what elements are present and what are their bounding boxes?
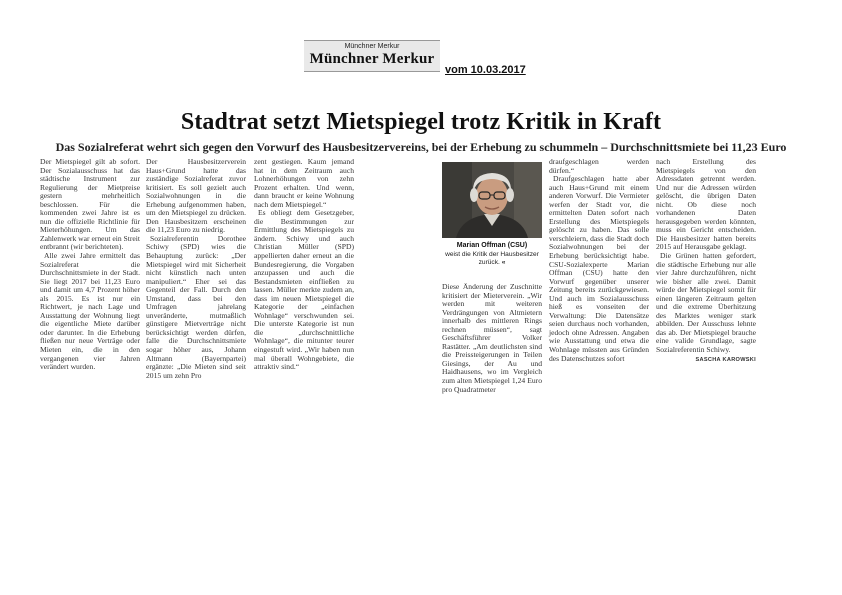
column-paragraph: zent gestiegen. Kaum jemand hat in dem Zeitraum auch Lohnerhöhungen von zehn Prozent erhalten. Und wenn, dann braucht er keine Wohnung nach dem Mietspiegel.“ bbox=[254, 157, 354, 209]
article-headline: Stadtrat setzt Mietspiegel trotz Kritik in Kraft bbox=[180, 109, 662, 135]
portrait-illustration bbox=[442, 162, 542, 238]
article-column-3 bbox=[254, 158, 354, 372]
portrait-photo bbox=[442, 162, 542, 238]
article-column-6 bbox=[656, 158, 756, 364]
column-paragraph: Sozialreferentin Dorothee Schiwy (SPD) wies die Behauptung zurück: „Der Mietspiegel wird mit Sicherheit nicht künstlich nach unten manipuliert.“ Eher sei das Gegenteil der Fall. Durch den Umstand, dass bei den Umfragen jahrelang unveränderte, mutmaßlich günstigere Mietverträge nicht berücksichtigt werden dürfen, falle die Durchschnittsmiete sogar höher aus, Johann Altmann (Bayernpartei) ergänzte: „Die Mieten sind seit 2015 um zehn Pro bbox=[146, 233, 246, 380]
column-paragraph: Der Hausbesitzerverein Haus+Grund hatte das zuständige Sozialreferat zuvor kritisiert. Es soll gezielt auch Sozialwohnungen in die Erhebung aufgenommen haben, um den Mietspiegel zu drücken. Den Hausbesitzern erscheinen die 11,23 Euro zu niedrig. bbox=[146, 157, 246, 235]
column-paragraph: Draufgeschlagen hatte aber auch Haus+Grund mit einem anderen Vorwurf. Die Vermieter werfen der Stadt vor, die ermittelten Daten sofort nach Erstellung des Mietspiegels gelöscht zu haben. Das solle verschleiern, dass die Stadt doch Sozialwohnungen bei der Erhebung berücksichtigt habe. CSU-Sozialexperte Marian Offman (CSU) hatte den Vorwurf gegenüber unserer Zeitung bereits zurückgewiesen. Und auch im Sozialausschuss hieß es vonseiten der Verwaltung: Die Datensätze seien durchaus noch vorhanden, jedoch ohne Adressen. Angaben wie Ausstattung und etwa die Wohnlage müssten aus Gründen des Datenschutzes sofort bbox=[549, 174, 649, 363]
publication-date: vom 10.03.2017 bbox=[445, 64, 526, 76]
article-column-5 bbox=[549, 158, 649, 363]
logo-main-text: Münchner Merkur bbox=[309, 51, 435, 67]
column-paragraph: Alle zwei Jahre ermittelt das Sozialreferat die Durchschnittsmiete in der Stadt. Sie liegt 2017 bei 11,23 Euro und damit um 4,7 Prozent höher als 2015. Es ist nur ein Richtwert, je nach Lage und Ausstattung der Wohnung liegt die eigentliche Miete darüber oder darunter. In die Erhebung fließen nur neue Verträge oder Mieten ein, die in den vergangenen vier Jahren verändert wurden. bbox=[40, 251, 140, 372]
article-column-4 bbox=[442, 283, 542, 394]
column-paragraph: draufgeschlagen werden dürfen.“ bbox=[549, 157, 649, 175]
column-paragraph: Diese Änderung der Zuschnitte kritisiert der Mieterverein. „Wir werden mit weiteren Verdrängungen von Altmietern innerhalb des mittleren Rings rechnen müssen“, sagt Geschäftsführer Volker Rastätter. „Am deutlichsten sind die Preissteigerungen in Teilen Giesings, der Au und Haidhausens, wo im Vergleich zum alten Mietspiegel 1,24 Euro pro Quadratmeter bbox=[442, 282, 542, 394]
newspaper-logo bbox=[304, 40, 440, 72]
article-column-1 bbox=[40, 158, 140, 372]
logo-small-text: Münchner Merkur bbox=[344, 43, 400, 50]
caption-end-mark: « bbox=[501, 259, 506, 266]
article-column-2 bbox=[146, 158, 246, 380]
column-paragraph: Es obliegt dem Gesetzgeber, die Bestimmungen zur Ermittlung des Mietspiegels zu ändern. Schiwy und auch Christian Müller (SPD) appellierten daher erneut an die Bundesregierung, die Vorgaben anzupassen und auch die Bestandsmieten einfließen zu lassen. Müller merkte zudem an, dass im neuen Mietspiegel die Kategorie der „einfachen Wohnlage“ verschwunden sei. Die unterste Kategorie ist nun die „durchschnittliche Wohnlage“, die mitunter teurer eingestuft wird. „Wir haben nun mal überall Wohngebiete, die attraktiv sind.“ bbox=[254, 208, 354, 372]
article-subheadline: Das Sozialreferat wehrt sich gegen den Vorwurf des Hausbesitzervereins, bei der Erhebung zu schummeln – Durchschnittsmiete bei 11,23 Euro bbox=[55, 140, 787, 154]
author-signature: SASCHA KAROWSKI bbox=[695, 356, 756, 363]
column-paragraph: Der Mietspiegel gilt ab sofort. Der Sozialausschuss hat das städtische Instrument zur Regulierung der Mietpreise gestern mehrheitlich beschlossen. Für die kommenden zwei Jahre ist es nun die offizielle Richtlinie für Mieterhöhungen. Um das Zahlenwerk war erneut ein Streit entbrannt (wir berichteten). bbox=[40, 157, 140, 252]
photo-caption-text: weist die Kritik der Hausbesitzer zurück. bbox=[445, 251, 539, 266]
column-paragraph: Die Grünen hatten gefordert, die städtische Erhebung nur alle vier Jahre durchzuführen, nicht wie bisher alle zwei. Damit würde der Mietspiegel somit für einen längeren Zeitraum gelten und die extreme Überhitzung des Marktes weniger stark abbilden. Der Ausschuss lehnte das ab. Der Mietspiegel brauche eine valide Grundlage, sagte Sozialreferentin Schiwy. bbox=[656, 251, 756, 355]
column-paragraph: nach Erstellung des Mietspiegels von den Adressdaten getrennt werden. Und nur die Adressen würden gelöscht, die übrigen Daten nicht. Ob diese noch vorhandenen Daten herausgegeben werden könnten, muss ein Gericht entscheiden. Die Hausbesitzer hatten bereits 2015 auf Herausgabe geklagt. bbox=[656, 157, 756, 252]
photo-caption-name: Marian Offman (CSU) bbox=[456, 242, 528, 249]
photo-caption bbox=[442, 251, 542, 267]
